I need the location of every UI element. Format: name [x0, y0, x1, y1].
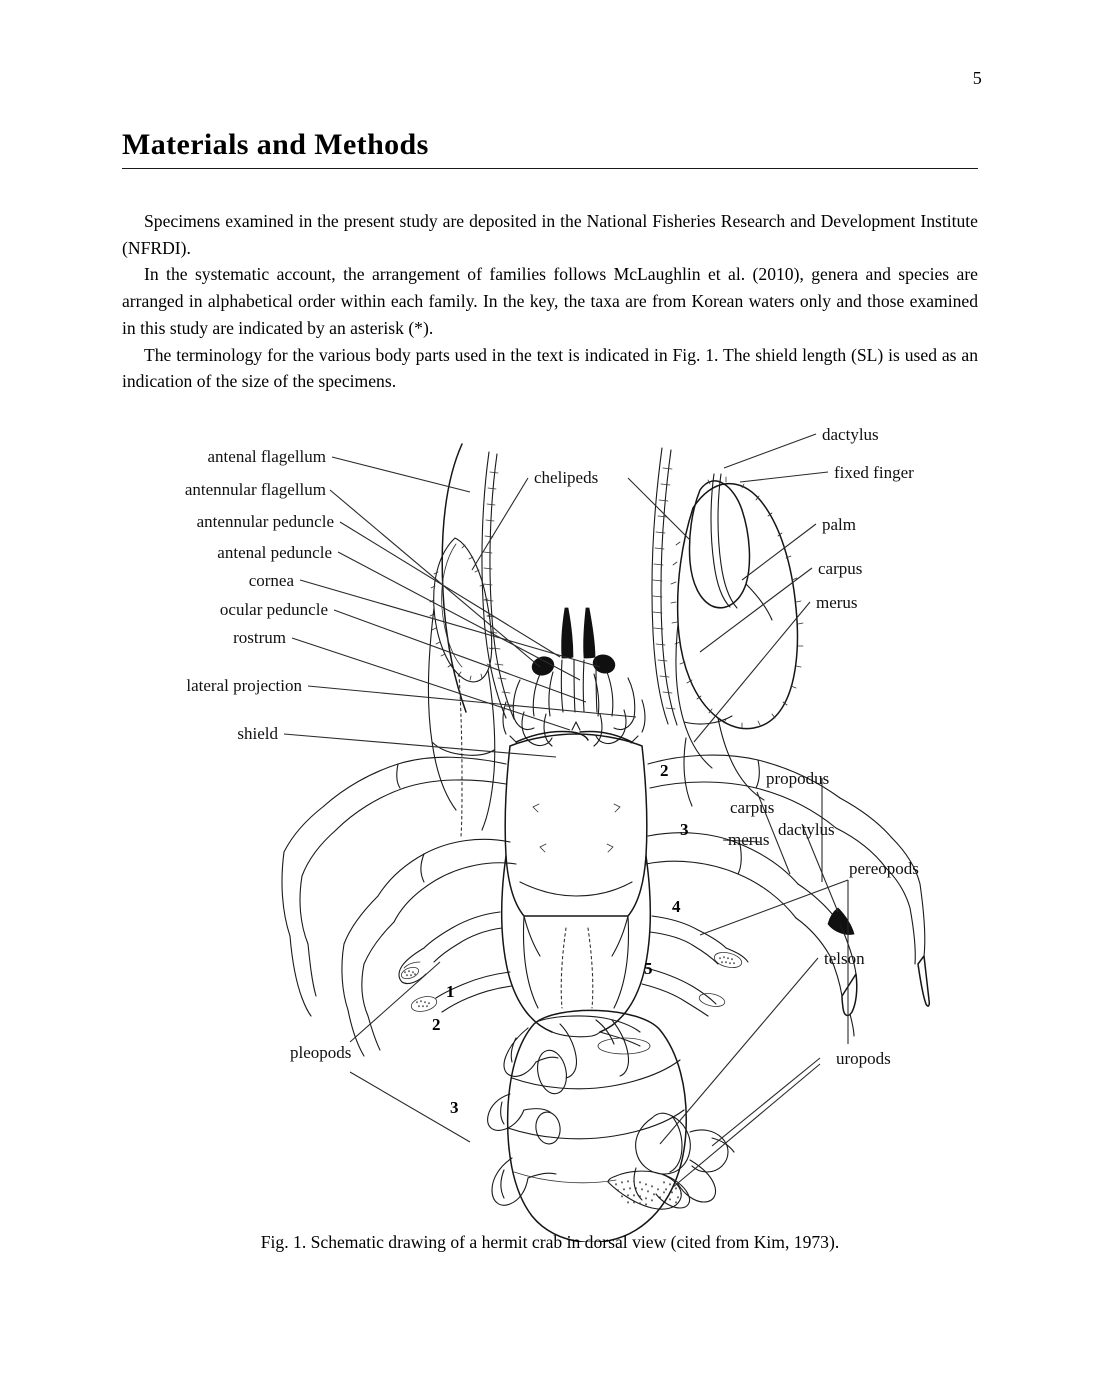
- leader-antennal-flagellum: [332, 457, 470, 492]
- left-cheliped-dactylus-crease: [442, 544, 462, 667]
- left-leg2-dactylus: [290, 936, 311, 1016]
- leader-fixed-finger: [740, 472, 828, 482]
- left-antennular-peduncle-tip: [562, 608, 573, 658]
- right-leg2-carpus-top: [840, 798, 892, 838]
- right-thorax-inner: [614, 916, 628, 1008]
- label-dactylus-leg: dactylus: [778, 820, 835, 839]
- left-leg2-carpus-lower: [302, 830, 336, 876]
- number-pereopod-2: 2: [660, 761, 669, 780]
- right-cheliped-carpus-outer: [676, 624, 712, 768]
- right-leg4-stipple: [720, 957, 734, 964]
- label-merus-claw: merus: [816, 593, 858, 612]
- left-leg2-propodus-inner: [300, 876, 308, 944]
- left-leg3-upper: [378, 839, 510, 896]
- sternal-line-right: [588, 928, 593, 1008]
- mouthpart-a: [544, 714, 552, 746]
- left-antennular-flagellum-outer: [482, 452, 506, 718]
- right-antennular-peduncle-shaft-a: [583, 660, 584, 712]
- label-pleopods: pleopods: [290, 1043, 352, 1062]
- label-antennular-peduncle: antennular peduncle: [196, 512, 334, 531]
- pleopod-2: [488, 1094, 524, 1130]
- leg5-right-base: [600, 1032, 640, 1046]
- right-leg4-shaft-lower: [650, 932, 718, 964]
- label-propodus: propodus: [766, 769, 830, 788]
- right-leg2-joint: [756, 760, 759, 788]
- number-pereopod-4: 4: [672, 897, 681, 916]
- uropod-left-edge: [634, 1168, 642, 1200]
- figure-caption: Fig. 1. Schematic drawing of a hermit crab in dorsal view (cited from Kim, 1973).: [260, 1232, 840, 1252]
- right-cheliped-palm: [678, 484, 798, 729]
- left-leg3-propodus-inner: [362, 964, 368, 1016]
- label-antenal-flagellum: antenal flagellum: [207, 447, 326, 466]
- pleopod-1: [504, 1028, 536, 1076]
- right-leg4-tip: [726, 948, 748, 962]
- left-leg2-carpus: [284, 806, 324, 852]
- left-cheliped-palm-inner: [482, 670, 495, 830]
- pleopod-1-oval: [534, 1048, 571, 1097]
- pleopod-basal-curve: [560, 1024, 577, 1078]
- right-antennal-peduncle: [614, 678, 635, 730]
- paragraph-3: The terminology for the various body parts used in the text is indicated in Fig. 1. The shield length (SL) is used as an indication of the size of the specimens.: [122, 344, 978, 392]
- left-ocular-peduncle-outer: [533, 674, 540, 716]
- number-pleopod-2: 2: [432, 1015, 441, 1034]
- right-leg5-shaft-lower: [642, 984, 708, 1016]
- paragraph-2: In the systematic account, the arrangement of families follows McLaughlin et al. (2010), genera and species are arranged in alphabetical order within each family. In the key, the taxa are from Korean waters only and those examined in this study are indicated by an asterisk (*).: [122, 264, 978, 338]
- right-cheliped-carpus-inner: [718, 718, 764, 800]
- number-pleopod-1: 1: [446, 982, 455, 1001]
- label-pereopods: pereopods: [849, 859, 919, 878]
- pleopod-3: [492, 1158, 528, 1205]
- left-antennal-flagellum: [442, 444, 466, 712]
- label-fixed-finger: fixed finger: [834, 463, 914, 482]
- right-leg2-claw-tip: [918, 956, 929, 1006]
- abdomen-anterior-margin: [536, 1016, 640, 1032]
- leader-chelipeds-right: [628, 478, 690, 540]
- label-carpus-leg: carpus: [730, 798, 775, 817]
- shield: [505, 734, 647, 916]
- shield-posterior-groove: [520, 882, 632, 896]
- left-antennular-peduncle-shaft-a: [561, 660, 563, 712]
- uropod-stipple-pad-left: [608, 1171, 681, 1209]
- left-leg3-joint: [421, 854, 424, 882]
- shield-chevron-right-2: [614, 804, 620, 812]
- label-dactylus-claw: dactylus: [822, 425, 879, 444]
- label-carpus-claw: carpus: [818, 559, 863, 578]
- leader-chelipeds-left: [472, 478, 528, 570]
- rostrum-tip: [572, 722, 580, 730]
- right-antennular-flagellum-inner: [661, 450, 677, 725]
- label-cornea: cornea: [248, 571, 294, 590]
- leader-antennular-peduncle: [340, 522, 560, 657]
- right-leg3-lower: [646, 861, 796, 918]
- left-leg4-stipple: [405, 971, 415, 976]
- body-text-block: [122, 208, 978, 395]
- uropod-right-upper: [690, 1130, 728, 1172]
- paragraph-1: Specimens examined in the present study are deposited in the National Fisheries Research and Development Institute (NFRDI).: [122, 211, 978, 258]
- shield-lower-right: [612, 916, 628, 956]
- leader-telson: [660, 958, 818, 1144]
- number-pleopod-3: 3: [450, 1098, 459, 1117]
- number-pereopod-3: 3: [680, 820, 689, 839]
- right-cheliped-dactylus-crease: [711, 474, 730, 607]
- label-shield: shield: [237, 724, 278, 743]
- label-lateral-projection: lateral projection: [186, 676, 302, 695]
- left-antennular-peduncle-shaft-b: [574, 660, 575, 712]
- figure-1: [0, 412, 1100, 1242]
- pleopod-2-branch: [501, 1102, 504, 1124]
- hermit-crab-diagram: [0, 412, 1100, 1242]
- right-antennular-flagellum-outer: [652, 448, 668, 724]
- heading-divider: [122, 168, 978, 169]
- left-leg3-propodus: [342, 944, 348, 1010]
- left-leg3-carpus: [344, 896, 378, 944]
- left-leg2-joint-1: [397, 764, 400, 788]
- right-leg3-dactylus-tip: [850, 1014, 854, 1036]
- uropod-stipple-pad-right: [656, 1174, 690, 1208]
- left-leg2-propodus-outer: [282, 852, 290, 936]
- label-telson: telson: [824, 949, 865, 968]
- label-palm: palm: [822, 515, 856, 534]
- leader-lateral-projection: [308, 686, 636, 717]
- left-thorax-inner: [524, 916, 538, 1008]
- page-number: 5: [972, 68, 982, 88]
- right-antennal-base: [642, 700, 645, 732]
- thorax-posterior-margin: [552, 1032, 600, 1037]
- right-antennular-peduncle-tip: [584, 608, 595, 658]
- pleopod-3-branch: [501, 1170, 504, 1198]
- leader-uropods-lower: [672, 1064, 820, 1188]
- leader-uropods-upper: [712, 1058, 820, 1146]
- shield-chevron-left-2: [533, 804, 539, 812]
- right-leg2-dactylus-outer: [920, 884, 925, 956]
- left-leg2-dactylus-inner: [308, 944, 316, 996]
- label-ocular-peduncle: ocular peduncle: [219, 600, 328, 619]
- right-leg4-pad: [713, 950, 744, 970]
- sternal-line-left: [561, 928, 566, 1008]
- left-leg3-lower: [394, 863, 516, 922]
- leader-merus-claw: [694, 602, 810, 742]
- label-uropods: uropods: [836, 1049, 891, 1068]
- label-rostrum: rostrum: [233, 628, 286, 647]
- right-leg3-dactylus: [842, 974, 857, 1015]
- leader-shield: [284, 734, 556, 757]
- left-antennal-peduncle: [513, 680, 534, 730]
- abdomen: [508, 1010, 687, 1242]
- number-pereopod-5: 5: [644, 959, 653, 978]
- shield-lower-left: [524, 916, 540, 956]
- left-lateral-projection: [510, 736, 517, 743]
- label-chelipeds: chelipeds: [534, 468, 599, 487]
- left-leg2-upper: [324, 757, 506, 806]
- uropod-right-lower: [678, 1160, 716, 1202]
- label-antennular-flagellum: antennular flagellum: [184, 480, 326, 499]
- right-cheliped-merus-outer: [684, 738, 692, 806]
- right-leg3-dark-patch: [828, 908, 854, 935]
- leader-dactylus-claw: [724, 434, 816, 468]
- pleopod-2-base: [524, 1109, 550, 1112]
- left-leg3-carpus-lower: [364, 922, 394, 964]
- label-merus-leg: merus: [728, 830, 770, 849]
- shield-chevron-right: [607, 844, 613, 852]
- left-leg4-pad: [400, 965, 420, 981]
- abdomen-inner-curve-b: [612, 1020, 629, 1076]
- right-ocular-peduncle-outer: [607, 672, 613, 716]
- label-antenal-peduncle: antenal peduncle: [217, 543, 332, 562]
- shield-chevron-left: [540, 844, 546, 852]
- page-title: Materials and Methods: [122, 128, 429, 161]
- left-leg5-stipple: [417, 1001, 429, 1007]
- pleopod-3-oval: [534, 1110, 562, 1145]
- left-leg5-pad: [410, 994, 439, 1014]
- right-leg2-dactylus-inner: [910, 908, 915, 964]
- uropod-stipple-left: [616, 1181, 664, 1205]
- left-leg2-lower: [336, 780, 506, 830]
- leader-antennal-peduncle: [338, 552, 580, 680]
- leader-rostrum: [292, 638, 570, 730]
